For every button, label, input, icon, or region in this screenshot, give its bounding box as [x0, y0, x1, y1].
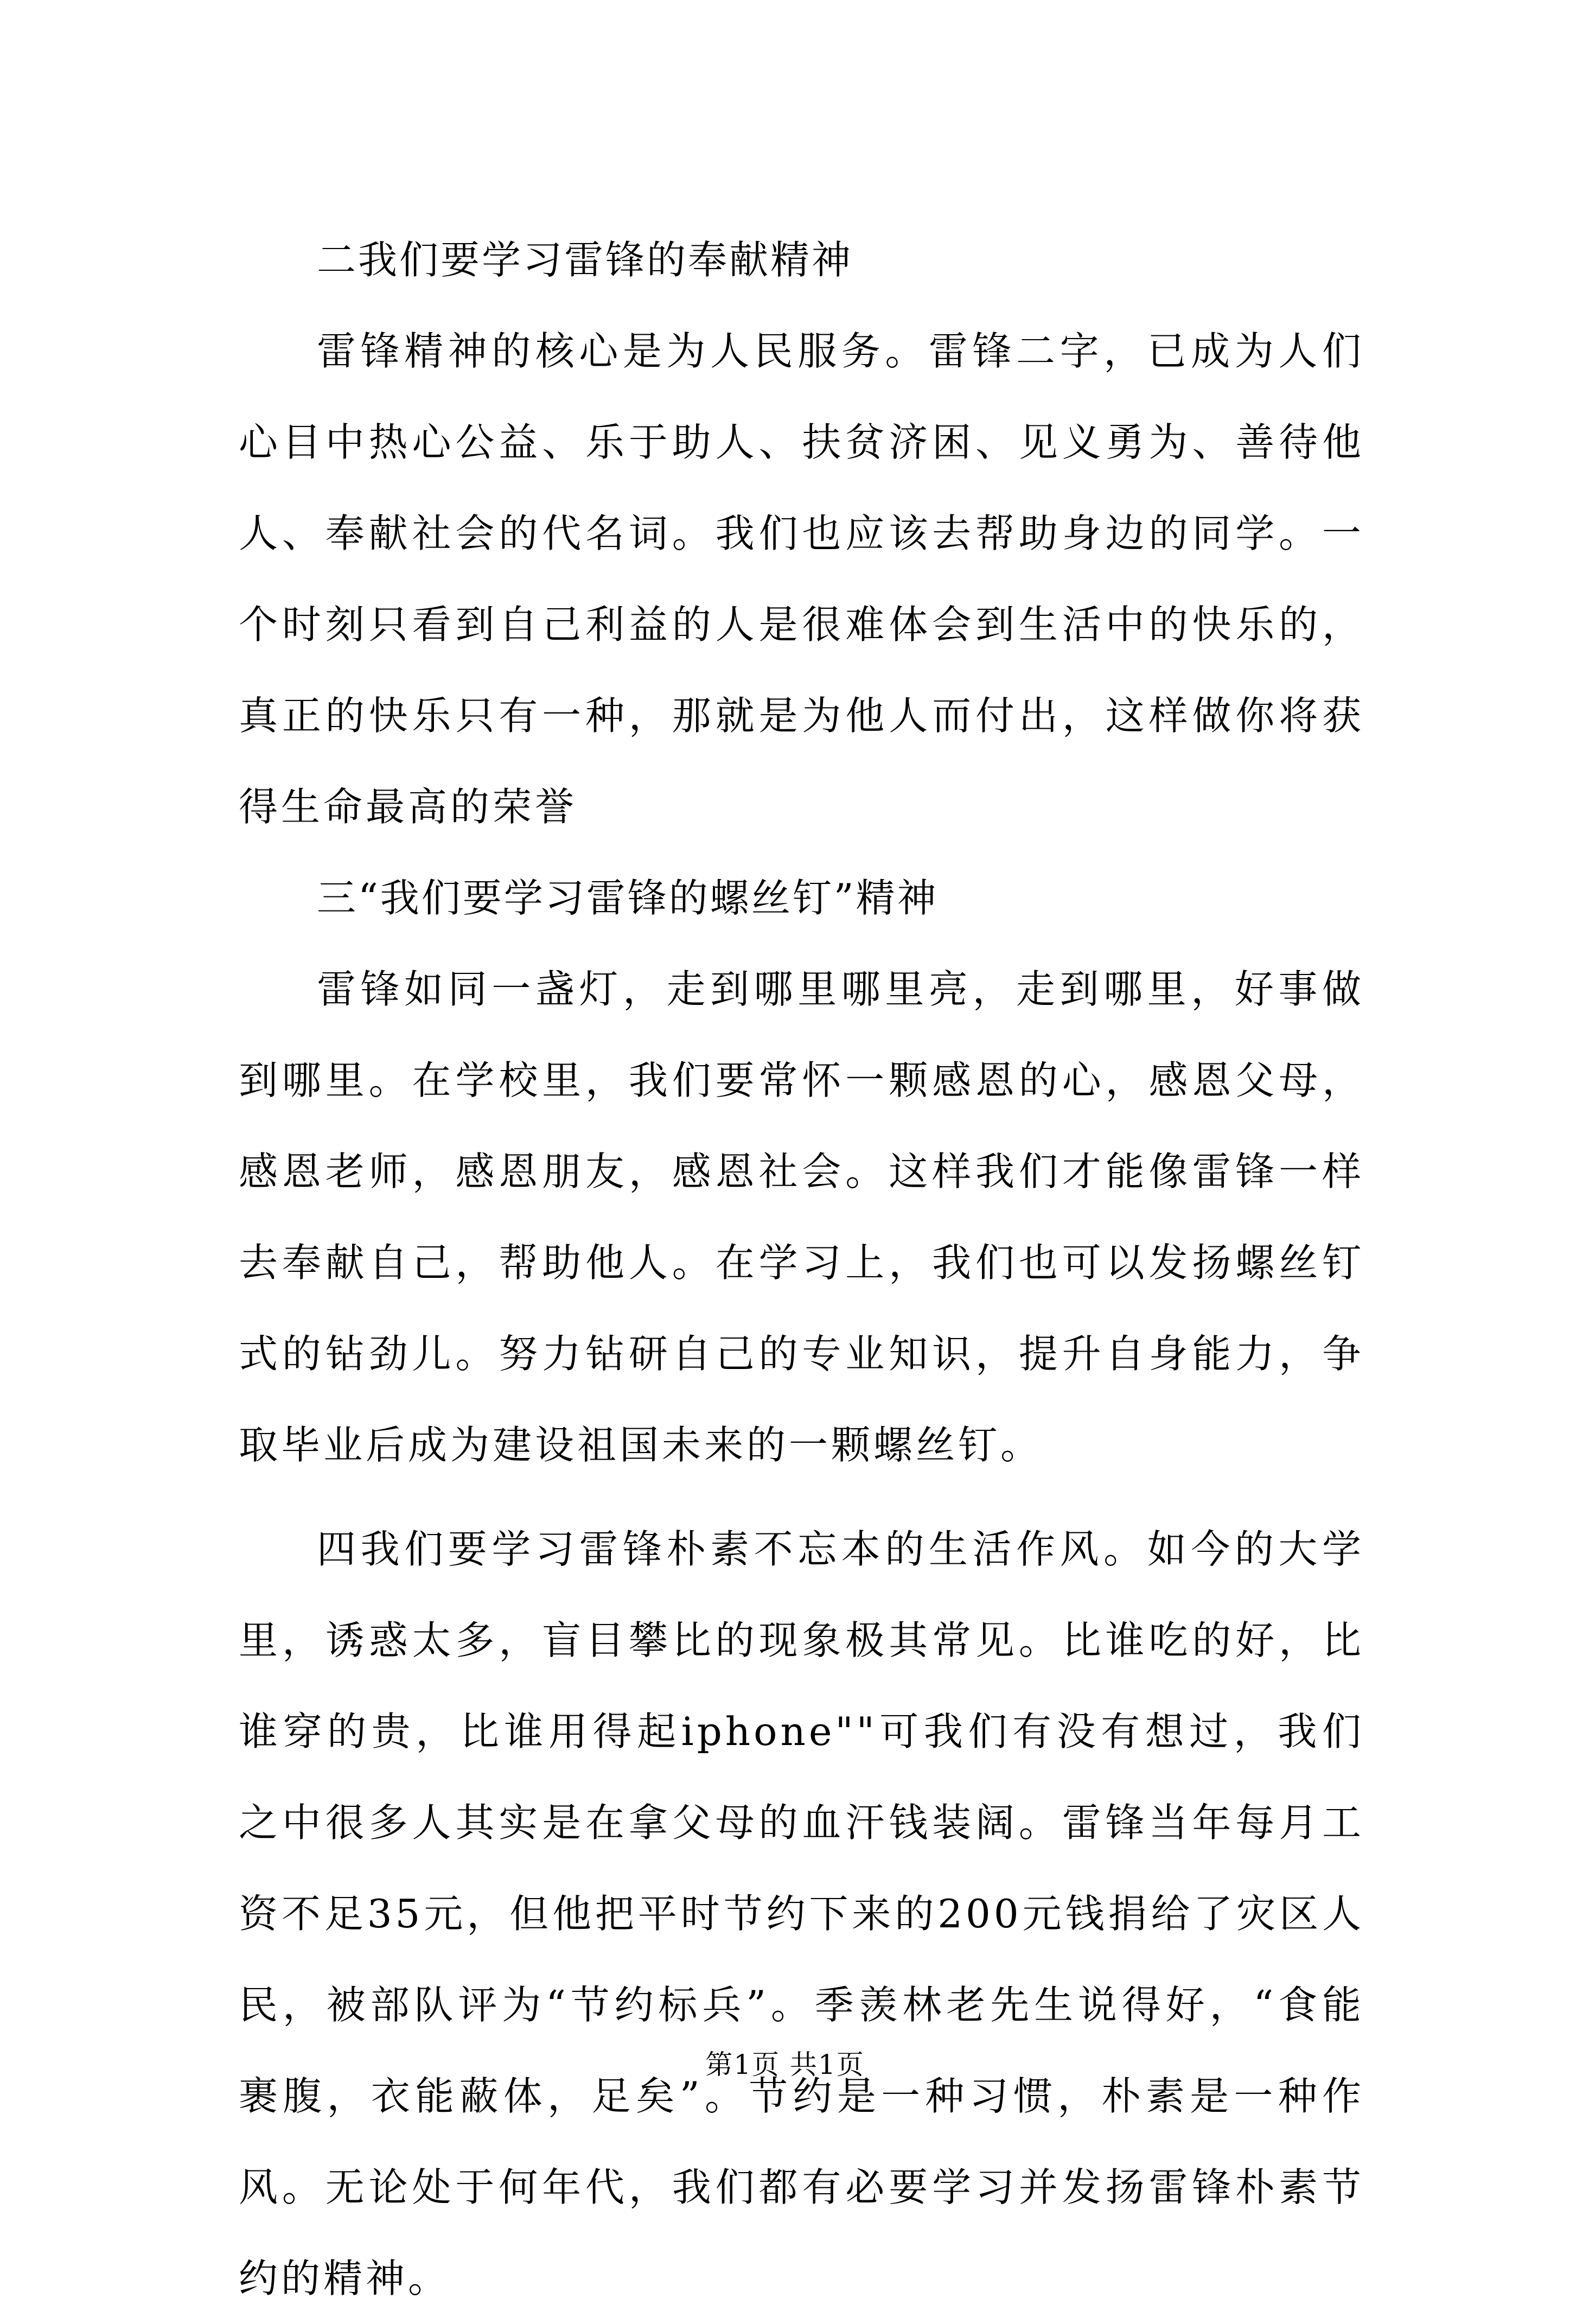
page-number-footer: 第1页 共1页 [705, 2049, 865, 2080]
paragraph-screw-spirit: 雷锋如同一盏灯，走到哪里哪里亮，走到哪里，好事做到哪里。在学校里，我们要常怀一颗感恩的心，感恩父母，感恩老师，感恩朋友，感恩社会。这样我们才能像雷锋一样去奉献自己，帮助他人。在学习上，我们也可以发扬螺丝钉式的钻劲儿。努力钻研自己的专业知识，提升自身能力，争取毕业后成为建设祖国未来的一颗螺丝钉。 [239, 966, 1364, 1468]
paragraph-frugal-lifestyle: 四我们要学习雷锋朴素不忘本的生活作风。如今的大学里，诱惑太多，盲目攀比的现象极其常见。比谁吃的好，比谁穿的贵，比谁用得起iphone""可我们有没有想过，我们之中很多人其实是在拿父母的血汗钱装阔。雷锋当年每月工资不足35元，但他把平时节约下来的200元钱捐给了灾区人民，被部队评为“节约标兵”。季羡林老先生说得好，“食能裹腹，衣能蔽体，足矣”。节约是一种习惯，朴素是一种作风。无论处于何年代，我们都有必要学习并发扬雷锋朴素节约的精神。 [239, 1526, 1364, 2301]
section-heading-2: 二我们要学习雷锋的奉献精神 [317, 237, 853, 283]
section-heading-3: 三“我们要学习雷锋的螺丝钉”精神 [317, 875, 939, 921]
document-body [239, 214, 1364, 2324]
paragraph-dedication: 雷锋精神的核心是为人民服务。雷锋二字，已成为人们心目中热心公益、乐于助人、扶贫济困、见义勇为、善待他人、奉献社会的代名词。我们也应该去帮助身边的同学。一个时刻只看到自己利益的人是很难体会到生活中的快乐的，真正的快乐只有一种，那就是为他人而付出，这样做你将获得生命最高的荣誉 [239, 328, 1364, 830]
